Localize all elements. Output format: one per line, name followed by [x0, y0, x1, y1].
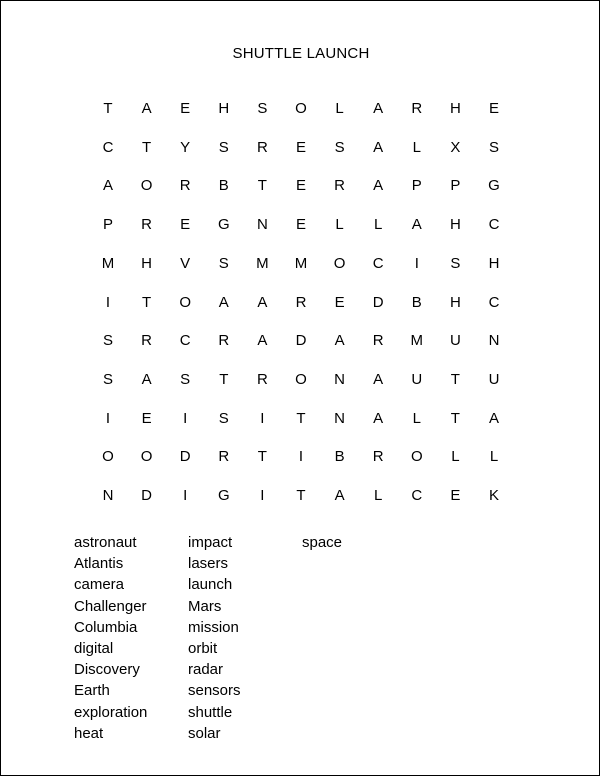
- word-list-item: solar: [188, 724, 221, 742]
- grid-row: [89, 329, 513, 353]
- grid-letter: T: [103, 100, 113, 117]
- grid-letter: T: [257, 448, 267, 466]
- grid-row: [89, 136, 513, 160]
- grid-letter: O: [295, 370, 307, 388]
- grid-letter: T: [296, 487, 306, 504]
- grid-row: [89, 213, 513, 237]
- grid-letter: R: [256, 370, 268, 388]
- grid-letter: T: [142, 138, 152, 156]
- grid-letter: B: [334, 448, 345, 466]
- grid-letter: H: [449, 216, 461, 234]
- grid-letter: L: [412, 138, 421, 156]
- grid-letter: R: [256, 138, 268, 156]
- grid-letter: S: [218, 138, 229, 156]
- grid-letter: H: [449, 293, 461, 311]
- grid-letter: I: [183, 487, 188, 504]
- grid-letter: R: [334, 177, 346, 195]
- grid-letter: X: [450, 138, 461, 156]
- grid-letter: E: [488, 100, 499, 117]
- grid-letter: E: [180, 216, 191, 234]
- grid-letter: S: [450, 254, 461, 272]
- grid-letter: E: [295, 177, 306, 195]
- grid-letter: R: [411, 100, 423, 117]
- grid-letter: M: [101, 254, 115, 272]
- grid-letter: C: [372, 254, 384, 272]
- word-list-item: Mars: [188, 597, 222, 615]
- grid-letter: E: [334, 293, 345, 311]
- grid-letter: Y: [180, 138, 191, 156]
- grid-letter: A: [257, 293, 268, 311]
- grid-letter: H: [141, 254, 153, 272]
- grid-letter: P: [102, 216, 113, 234]
- grid-letter: E: [295, 138, 306, 156]
- grid-letter: I: [260, 487, 265, 504]
- grid-letter: D: [372, 293, 384, 311]
- grid-letter: G: [217, 487, 230, 504]
- grid-letter: D: [295, 332, 307, 350]
- grid-letter: H: [488, 254, 500, 272]
- grid-letter: A: [218, 293, 229, 311]
- grid-letter: O: [140, 177, 153, 195]
- grid-letter: S: [218, 409, 229, 427]
- grid-letter: L: [374, 216, 383, 234]
- grid-letter: A: [373, 409, 384, 427]
- word-list-item: exploration: [74, 703, 148, 721]
- grid-letter: P: [450, 177, 461, 195]
- grid-letter: C: [102, 138, 114, 156]
- grid-row: [89, 174, 513, 198]
- word-list-item: sensors: [188, 682, 241, 700]
- word-list-item: Atlantis: [74, 555, 124, 573]
- grid-letter: D: [179, 448, 191, 466]
- grid-letter: R: [372, 448, 384, 466]
- grid-letter: T: [450, 409, 460, 427]
- grid-letter: O: [179, 293, 192, 311]
- grid-letter: P: [411, 177, 422, 195]
- grid-letter: S: [218, 254, 229, 272]
- grid-letter: A: [411, 216, 422, 234]
- grid-letter: O: [333, 254, 346, 272]
- grid-letter: C: [179, 332, 191, 350]
- grid-letter: N: [334, 409, 346, 427]
- grid-letter: S: [257, 100, 268, 117]
- grid-letter: K: [488, 487, 499, 504]
- grid-letter: I: [414, 254, 419, 272]
- grid-letter: R: [372, 332, 384, 350]
- grid-letter: E: [180, 100, 191, 117]
- word-list-item: astronaut: [74, 534, 137, 551]
- word-list-item: shuttle: [188, 703, 233, 721]
- grid-letter: U: [411, 370, 423, 388]
- word-list-item: digital: [74, 640, 114, 658]
- grid-letter: O: [295, 100, 307, 117]
- grid-letter: L: [335, 100, 344, 117]
- grid-letter: M: [256, 254, 269, 272]
- grid-letter: T: [296, 409, 306, 427]
- grid-letter: A: [257, 332, 268, 350]
- grid-letter: A: [373, 370, 384, 388]
- grid-letter: C: [411, 487, 423, 504]
- grid-letter: A: [373, 100, 384, 117]
- grid-letter: I: [105, 293, 111, 311]
- grid-letter: A: [141, 100, 152, 117]
- grid-row: [89, 291, 513, 315]
- word-list-item: radar: [188, 661, 224, 679]
- grid-letter: R: [295, 293, 307, 311]
- grid-letter: I: [298, 448, 304, 466]
- grid-letter: V: [180, 254, 191, 272]
- grid-letter: I: [105, 409, 111, 427]
- grid-row: [89, 407, 513, 431]
- grid-letter: S: [102, 370, 113, 388]
- grid-letter: A: [373, 177, 384, 195]
- grid-row: [89, 252, 513, 276]
- grid-letter: L: [451, 448, 460, 466]
- grid-letter: E: [450, 487, 461, 504]
- grid-letter: C: [488, 216, 500, 234]
- grid-letter: M: [410, 332, 424, 350]
- grid-row: [89, 97, 513, 121]
- grid-letter: S: [180, 370, 191, 388]
- word-list-item: Earth: [74, 682, 110, 700]
- grid-letter: N: [102, 487, 114, 504]
- grid-letter: L: [374, 487, 383, 504]
- grid-row: [89, 445, 513, 469]
- word-column: [74, 532, 147, 744]
- word-column: [302, 532, 342, 553]
- grid-letter: B: [218, 177, 229, 195]
- grid-letter: R: [141, 332, 153, 350]
- grid-letter: G: [488, 177, 500, 195]
- word-list-item: mission: [188, 618, 239, 636]
- grid-letter: A: [334, 487, 345, 504]
- grid-letter: O: [410, 448, 423, 466]
- grid-letter: L: [335, 216, 344, 234]
- grid-letter: E: [141, 409, 152, 427]
- grid-letter: L: [412, 409, 421, 427]
- grid-letter: R: [179, 177, 191, 195]
- grid-letter: O: [140, 448, 153, 466]
- word-list-item: orbit: [188, 640, 218, 658]
- grid-letter: S: [102, 332, 113, 350]
- grid-letter: A: [373, 138, 384, 156]
- grid-letter: A: [334, 332, 345, 350]
- grid-letter: C: [488, 293, 500, 311]
- grid-letter: I: [260, 409, 265, 427]
- word-list-item: space: [302, 534, 343, 551]
- grid-letter: N: [488, 332, 500, 350]
- grid-letter: S: [488, 138, 499, 156]
- word-list-item: Discovery: [74, 661, 140, 679]
- grid-letter: A: [102, 177, 113, 195]
- word-list-item: Columbia: [74, 618, 138, 636]
- grid-letter: N: [256, 216, 268, 234]
- grid-letter: M: [294, 254, 308, 272]
- word-list-item: Challenger: [74, 597, 147, 615]
- grid-row: [89, 368, 513, 392]
- grid-letter: B: [411, 293, 422, 311]
- grid-letter: R: [218, 448, 230, 466]
- grid-letter: U: [488, 370, 500, 388]
- grid-letter: I: [183, 409, 188, 427]
- grid-letter: L: [489, 448, 499, 466]
- grid-letter: H: [449, 100, 461, 117]
- grid-letter: R: [141, 216, 153, 234]
- grid-row: [89, 484, 513, 508]
- word-list-item: launch: [188, 576, 233, 594]
- grid-letter: D: [141, 487, 153, 504]
- grid-letter: H: [218, 100, 230, 117]
- grid-letter: A: [488, 409, 499, 427]
- word-column: [188, 532, 241, 744]
- page-title: SHUTTLE LAUNCH: [232, 45, 370, 62]
- word-list-item: impact: [188, 534, 233, 551]
- grid-letter: T: [142, 293, 152, 311]
- grid-letter: U: [449, 332, 461, 350]
- grid-letter: T: [257, 177, 267, 195]
- grid-letter: T: [450, 370, 460, 388]
- grid-letter: N: [334, 370, 346, 388]
- word-list-item: heat: [74, 724, 104, 742]
- word-list-item: lasers: [188, 555, 229, 573]
- grid-letter: E: [295, 216, 306, 234]
- grid-letter: T: [219, 370, 229, 388]
- word-list-item: camera: [74, 576, 125, 594]
- grid-letter: R: [218, 332, 230, 350]
- grid-letter: O: [102, 448, 114, 466]
- grid-letter: S: [334, 138, 345, 156]
- grid-letter: G: [217, 216, 230, 234]
- grid-letter: A: [141, 370, 152, 388]
